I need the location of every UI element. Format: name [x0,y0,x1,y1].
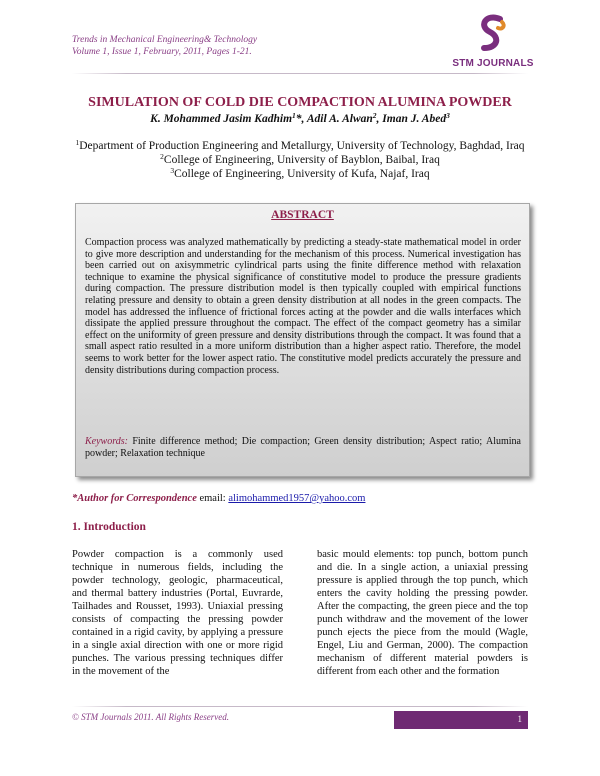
correspondence-label: *Author for Correspondence [72,493,197,504]
body-column-right: basic mould elements: top punch, bottom punch and die. In a single action, a uniaxial pressing pressure is applied through the top punch, which enters the cavity holding the pressing powder. After the compacting, the green piece and the top punch withdraw and the movement of the lower punch ejects the piece from the mould (Wagle, Engel, Liu and German, 2000). The compaction mechanism of different material powders is different from each other and the formation [317,549,528,677]
author-name: Adil A. Alwan [306,113,373,125]
abstract-text: Compaction process was analyzed mathematically by predicting a steady-state mathematical model in order to give more description and understanding for the mechanism of this process. Numerical investigation has been carried out on axisymmetric cylindrical parts using the finite difference method with relaxation technique to examine the physical significance of constitutive model to produce the pressure gradients during compaction. The pressure distribution model is then typically coupled with empirical functions relating pressure and density to obtain a green density distribution at all nodes in the green compacts. The model has addressed the influence of frictional forces acting at the powder and die walls interfaces which dissipate the applied pressure throughout the compact. The effect of the compact geometry has a similar effect on the uniformity of green pressure and density distributions through the compact. It was found that a small aspect ratio resulted in a more uniform distribution than a higher aspect ratio. Therefore, the model seems to work better for the lower aspect ratio. The constitutive model predicts accurately the pressure and density distributions during compaction process. [85,237,521,376]
affiliation-3: $^3$College of Engineering, University of Kufa, Najaf, Iraq [170,166,430,180]
stm-swirl-logo-icon [476,14,510,54]
journal-volume: Volume 1, Issue 1, February, 2011, Pages 1-21. [72,47,252,57]
author-name: Iman J. Abed [382,113,447,125]
body-column-left: Powder compaction is a commonly used technique in numerous fields, including the powder technology, geologic, pharmaceutical, and thermal battery industries (Portal, Euvrarde, Tailhades and Rousset, 1993). Uniaxial pressing consists of compacting the pressing powder contained in a rigid cavity, by applying a pressure in a single axial direction with one or more rigid punches. The various pressing techniques differ in the movement of the [72,549,283,677]
author-name: K. Mohammed Jasim Kadhim [150,113,293,125]
logo-text: STM JOURNALS [452,58,534,69]
paper-title: SIMULATION OF COLD DIE COMPACTION ALUMINA POWDER [88,95,512,110]
email-link[interactable]: alimohammed1957@yahoo.com [228,493,366,504]
keywords [85,436,521,460]
author-list: K. Mohammed Jasim Kadhim$^1$*, Adil A. Alwan$^2$, Iman J. Abed$^3$ [150,111,450,125]
keywords-label: Keywords: [85,436,128,447]
footer-copyright: © STM Journals 2011. All Rights Reserved. [72,712,229,722]
page-number: 1 [517,714,522,724]
journal-name: Trends in Mechanical Engineering& Technology [72,35,258,45]
abstract-heading: ABSTRACT [271,209,334,221]
affiliation-1: $^1$Department of Production Engineering and Metallurgy, University of Technology, Baghdad, Iraq [75,138,525,152]
footer-divider [72,706,528,707]
header-divider [72,73,528,74]
author-sup: 1 [292,111,296,120]
correspondence [72,493,365,504]
keywords-list: Finite difference method; Die compaction; Green density distribution; Aspect ratio; Alumina powder; Relaxation technique [85,436,521,459]
author-sup: 3 [446,111,450,120]
email-prefix: email: [199,493,226,504]
author-sup: 2 [372,111,377,120]
stm-journals-logo [452,14,534,76]
abstract-box [75,203,530,477]
journal-reference [72,34,257,58]
affiliation-2: $^2$College of Engineering, University of Bayblon, Baibal, Iraq [160,152,440,166]
section-heading: 1. Introduction [72,521,146,533]
footer-bar [394,711,528,729]
